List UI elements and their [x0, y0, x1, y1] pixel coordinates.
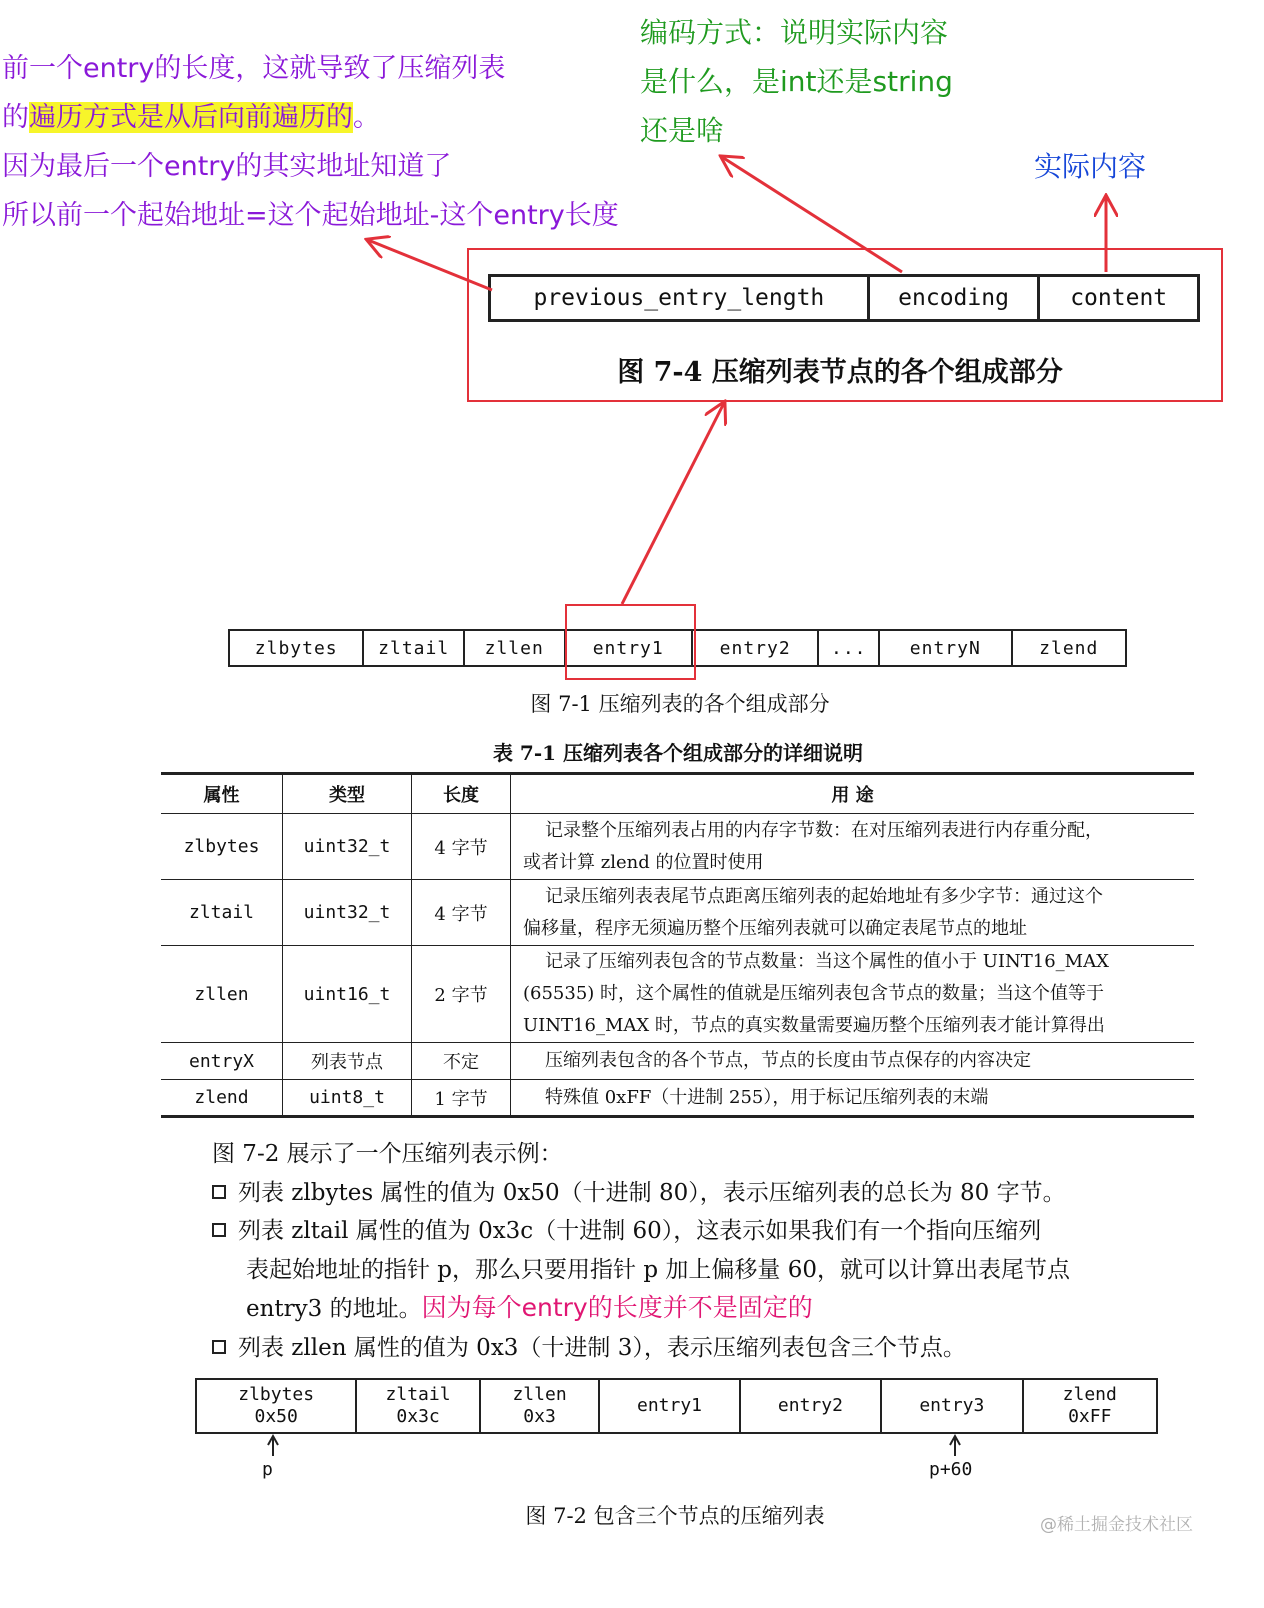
zllen-cell: zllen: [465, 631, 566, 665]
annotation-line: 所以前一个起始地址=这个起始地址-这个entry长度: [2, 200, 619, 231]
figure-7-2-caption: 图 7-2 包含三个节点的压缩列表: [525, 1504, 825, 1528]
zlbytes-cell: zlbytes: [230, 631, 364, 665]
usage-line: 记录了压缩列表包含的节点数量：当这个属性的值小于 UINT16_MAX: [545, 951, 1109, 972]
length-cell: 2 字节: [412, 946, 511, 1043]
pointer-p60-label: p+60: [929, 1459, 973, 1480]
annotation-line: 前一个entry的长度，这就导致了压缩列表: [2, 53, 506, 84]
cell-name: entry3: [919, 1395, 985, 1416]
column-header: 属性: [161, 774, 283, 814]
zlend-cell: zlend: [1039, 637, 1099, 659]
figure-7-1-caption: 图 7-1 压缩列表的各个组成部分: [530, 692, 830, 716]
encoding-cell: encoding: [870, 277, 1041, 319]
annotation-line: 是什么，是int还是string: [640, 65, 953, 98]
figure-7-4-caption: 图 7-4 压缩列表节点的各个组成部分: [617, 357, 1063, 388]
previous-entry-length-cell: previous_entry_length: [491, 277, 870, 319]
cell-value: 0x3: [523, 1406, 556, 1427]
length-cell: 4 字节: [412, 814, 511, 880]
table-row: [161, 1080, 1194, 1117]
usage-line: 或者计算 zlend 的位置时使用: [523, 851, 764, 873]
annotation-line: 因为最后一个entry的其实地址知道了: [2, 151, 452, 182]
highlighted-text: 遍历方式是从后向前遍历的: [29, 102, 353, 133]
table-row: [161, 1043, 1194, 1080]
type-cell: uint32_t: [283, 880, 412, 946]
zltail-cell: [357, 1380, 480, 1432]
column-header: 长度: [412, 774, 511, 814]
zlbytes-cell: [197, 1380, 357, 1432]
usage-line: (65535) 时，这个属性的值就是压缩列表包含节点的数量；当这个值等于: [523, 983, 1105, 1004]
zltail-annotation: 因为每个entry的长度并不是固定的: [421, 1293, 813, 1322]
type-cell: uint16_t: [283, 946, 412, 1043]
usage-line: 偏移量，程序无须遍历整个压缩列表就可以确定表尾节点的地址: [523, 917, 1027, 939]
length-cell: 不定: [412, 1043, 511, 1080]
attr-cell: zlbytes: [161, 814, 283, 880]
zltail-cell: zltail: [364, 631, 465, 665]
entry1-cell: [600, 1380, 740, 1432]
attr-cell: zlend: [161, 1080, 283, 1117]
cell-value: 0x3c: [396, 1406, 440, 1427]
pointer-p-label: p: [262, 1459, 273, 1480]
length-cell: 4 字节: [412, 880, 511, 946]
annotation-line: 还是啥: [640, 114, 725, 147]
checkbox-bullet-icon: [212, 1340, 226, 1354]
type-cell: uint32_t: [283, 814, 412, 880]
zlend-cell: [1024, 1380, 1156, 1432]
usage-cell: [511, 946, 1195, 1043]
usage-line: 记录整个压缩列表占用的内存字节数：在对压缩列表进行内存重分配，: [545, 819, 1103, 841]
entry1-cell: entry1: [566, 631, 693, 665]
type-cell: uint8_t: [283, 1080, 412, 1117]
pointer-arrows: [0, 1430, 1264, 1470]
table-row: [161, 814, 1194, 880]
checkbox-bullet-icon: [212, 1185, 226, 1199]
usage-cell: [511, 880, 1195, 946]
cell-name: zlbytes: [238, 1384, 315, 1405]
arrow-entry1-to-structure: [622, 403, 724, 604]
bullet-continuation: 表起始地址的指针 p，那么只要用指针 p 加上偏移量 60，就可以计算出表尾节点: [246, 1256, 1070, 1283]
usage-line: 记录压缩列表表尾节点距离压缩列表的起始地址有多少字节：通过这个: [545, 885, 1103, 907]
content-cell: content: [1070, 285, 1168, 311]
zllen-cell: [481, 1380, 601, 1432]
annotation-text: 。: [353, 102, 380, 133]
entry2-cell: entry2: [693, 631, 819, 665]
checkbox-bullet-icon: [212, 1223, 226, 1237]
ziplist-components-table: [161, 772, 1194, 1118]
usage-cell: [511, 814, 1195, 880]
usage-cell: [511, 1043, 1195, 1080]
table-row: [161, 946, 1194, 1043]
content-annotation: 实际内容: [1034, 150, 1147, 183]
type-cell: 列表节点: [283, 1043, 412, 1080]
usage-line: 压缩列表包含的各个节点，节点的长度由节点保存的内容决定: [545, 1050, 1031, 1071]
column-header: 类型: [283, 774, 412, 814]
column-header: 用 途: [511, 774, 1195, 814]
ellipsis-cell: ...: [819, 631, 880, 665]
attr-cell: zllen: [161, 946, 283, 1043]
intro-line: 图 7-2 展示了一个压缩列表示例：: [212, 1141, 563, 1167]
entry2-cell: [741, 1380, 882, 1432]
annotation-arrows: [0, 0, 1264, 700]
cell-value: 0xFF: [1068, 1406, 1112, 1427]
attr-cell: entryX: [161, 1043, 283, 1080]
bullet-continuation: [212, 1289, 1070, 1329]
table-row: [161, 880, 1194, 946]
body-text: [212, 1135, 1070, 1367]
bullet-text: 列表 zlbytes 属性的值为 0x50（十进制 80），表示压缩列表的总长为 80 字节。: [238, 1179, 1066, 1206]
entryN-cell: entryN: [880, 631, 1012, 665]
cell-name: zltail: [385, 1384, 451, 1405]
cell-name: zllen: [512, 1384, 567, 1405]
bullet-item: [212, 1174, 1070, 1213]
attr-cell: zltail: [161, 880, 283, 946]
annotation-text: 的: [2, 102, 29, 133]
length-cell: 1 字节: [412, 1080, 511, 1117]
bullet-item: [212, 1329, 1070, 1368]
cell-name: zlend: [1062, 1384, 1117, 1405]
usage-line: 特殊值 0xFF（十进制 255），用于标记压缩列表的末端: [545, 1086, 989, 1108]
arrow-to-encoding-note: [722, 157, 902, 272]
bullet-item: [212, 1212, 1070, 1251]
usage-line: UINT16_MAX 时，节点的真实数量需要遍历整个压缩列表才能计算得出: [523, 1015, 1105, 1036]
bullet-text: entry3 的地址。: [246, 1296, 422, 1322]
ziplist-example-diagram: [195, 1378, 1158, 1434]
arrow-to-prev-length-note: [368, 240, 492, 290]
usage-cell: [511, 1080, 1195, 1117]
bullet-text: 列表 zllen 属性的值为 0x3（十进制 3），表示压缩列表包含三个节点。: [238, 1334, 966, 1361]
table-header-row: [161, 774, 1194, 814]
entry3-cell: [882, 1380, 1023, 1432]
cell-value: 0x50: [254, 1406, 298, 1427]
table-7-1-title: 表 7-1 压缩列表各个组成部分的详细说明: [492, 741, 864, 765]
cell-name: entry1: [637, 1395, 703, 1416]
cell-name: entry2: [777, 1395, 843, 1416]
watermark: @稀土掘金技术社区: [1040, 1515, 1193, 1535]
bullet-text: 列表 zltail 属性的值为 0x3c（十进制 60），这表示如果我们有一个指向压缩列: [238, 1218, 1042, 1244]
annotation-line: 编码方式：说明实际内容: [640, 16, 949, 49]
